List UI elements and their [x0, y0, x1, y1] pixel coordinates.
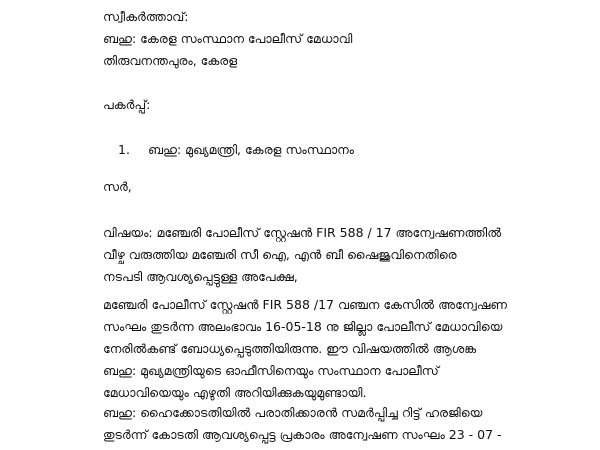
copy-item-number: 1. [118, 142, 130, 157]
copy-label: പകർപ്പ്: [103, 97, 151, 112]
body-paragraph-1 [103, 294, 543, 404]
paragraph-line: നേരിൽകണ്ട് ബോധ്യപ്പെടുത്തിയിരുന്നു. ഈ വിഷയത്തിൽ ആശങ്ക [103, 341, 477, 356]
paragraph-line: മേധാവിയെയും എഴുതി അറിയിക്കുകയുമുണ്ടായി. [103, 385, 367, 400]
subject-line: വിഷയം: മഞ്ചേരി പോലീസ് സ്റ്റേഷൻ FIR 588 / 17 അന്വേഷണത്തിൽ [103, 225, 502, 240]
paragraph-line: മഞ്ചേരി പോലീസ് സ്റ്റേഷൻ FIR 588 /17 വഞ്ചന കേസിൽ അന്വേഷണ [103, 297, 507, 312]
subject-block [103, 222, 543, 288]
copy-list-item [118, 139, 354, 161]
paragraph-line: ബഹു: ഹൈക്കോടതിയിൽ പരാതിക്കാരൻ സമർപ്പിച്ച റിട്ട് ഹരജിയെ [103, 405, 483, 420]
recipient-name: ബഹു: കേരള സംസ്ഥാന പോലീസ് മേധാവി [103, 31, 353, 46]
paragraph-line: തുടർന്ന് കോടതി ആവശ്യപ്പെട്ട പ്രകാരം അന്വേഷണ സംഘം 23 - 07 - [103, 427, 502, 442]
recipient-label: സ്വീകർത്താവ്: [103, 9, 189, 24]
subject-line: നടപടി ആവശ്യപ്പെട്ടുള്ള അപേക്ഷ, [103, 269, 298, 284]
copy-item-text: ബഹു: മുഖ്യമന്ത്രി, കേരള സംസ്ഥാനം [147, 142, 355, 157]
paragraph-line: ബഹു: മുഖ്യമന്ത്രിയുടെ ഓഫീസിനെയും സംസ്ഥാന പോലീസ് [103, 363, 439, 378]
recipient-place: തിരുവനന്തപുരം, കേരള [103, 53, 238, 68]
subject-line: വീഴ്ച വരുത്തിയ മഞ്ചേരി സീ ഐ, എൻ ബീ ഷൈജുവിനെതിരെ [103, 247, 457, 262]
body-paragraph-2 [103, 402, 543, 446]
salutation: സർ, [103, 179, 132, 194]
paragraph-line: സംഘം തുടർന്ന അലംഭാവം 16-05-18 നു ജില്ലാ പോലീസ് മേധാവിയെ [103, 319, 503, 334]
